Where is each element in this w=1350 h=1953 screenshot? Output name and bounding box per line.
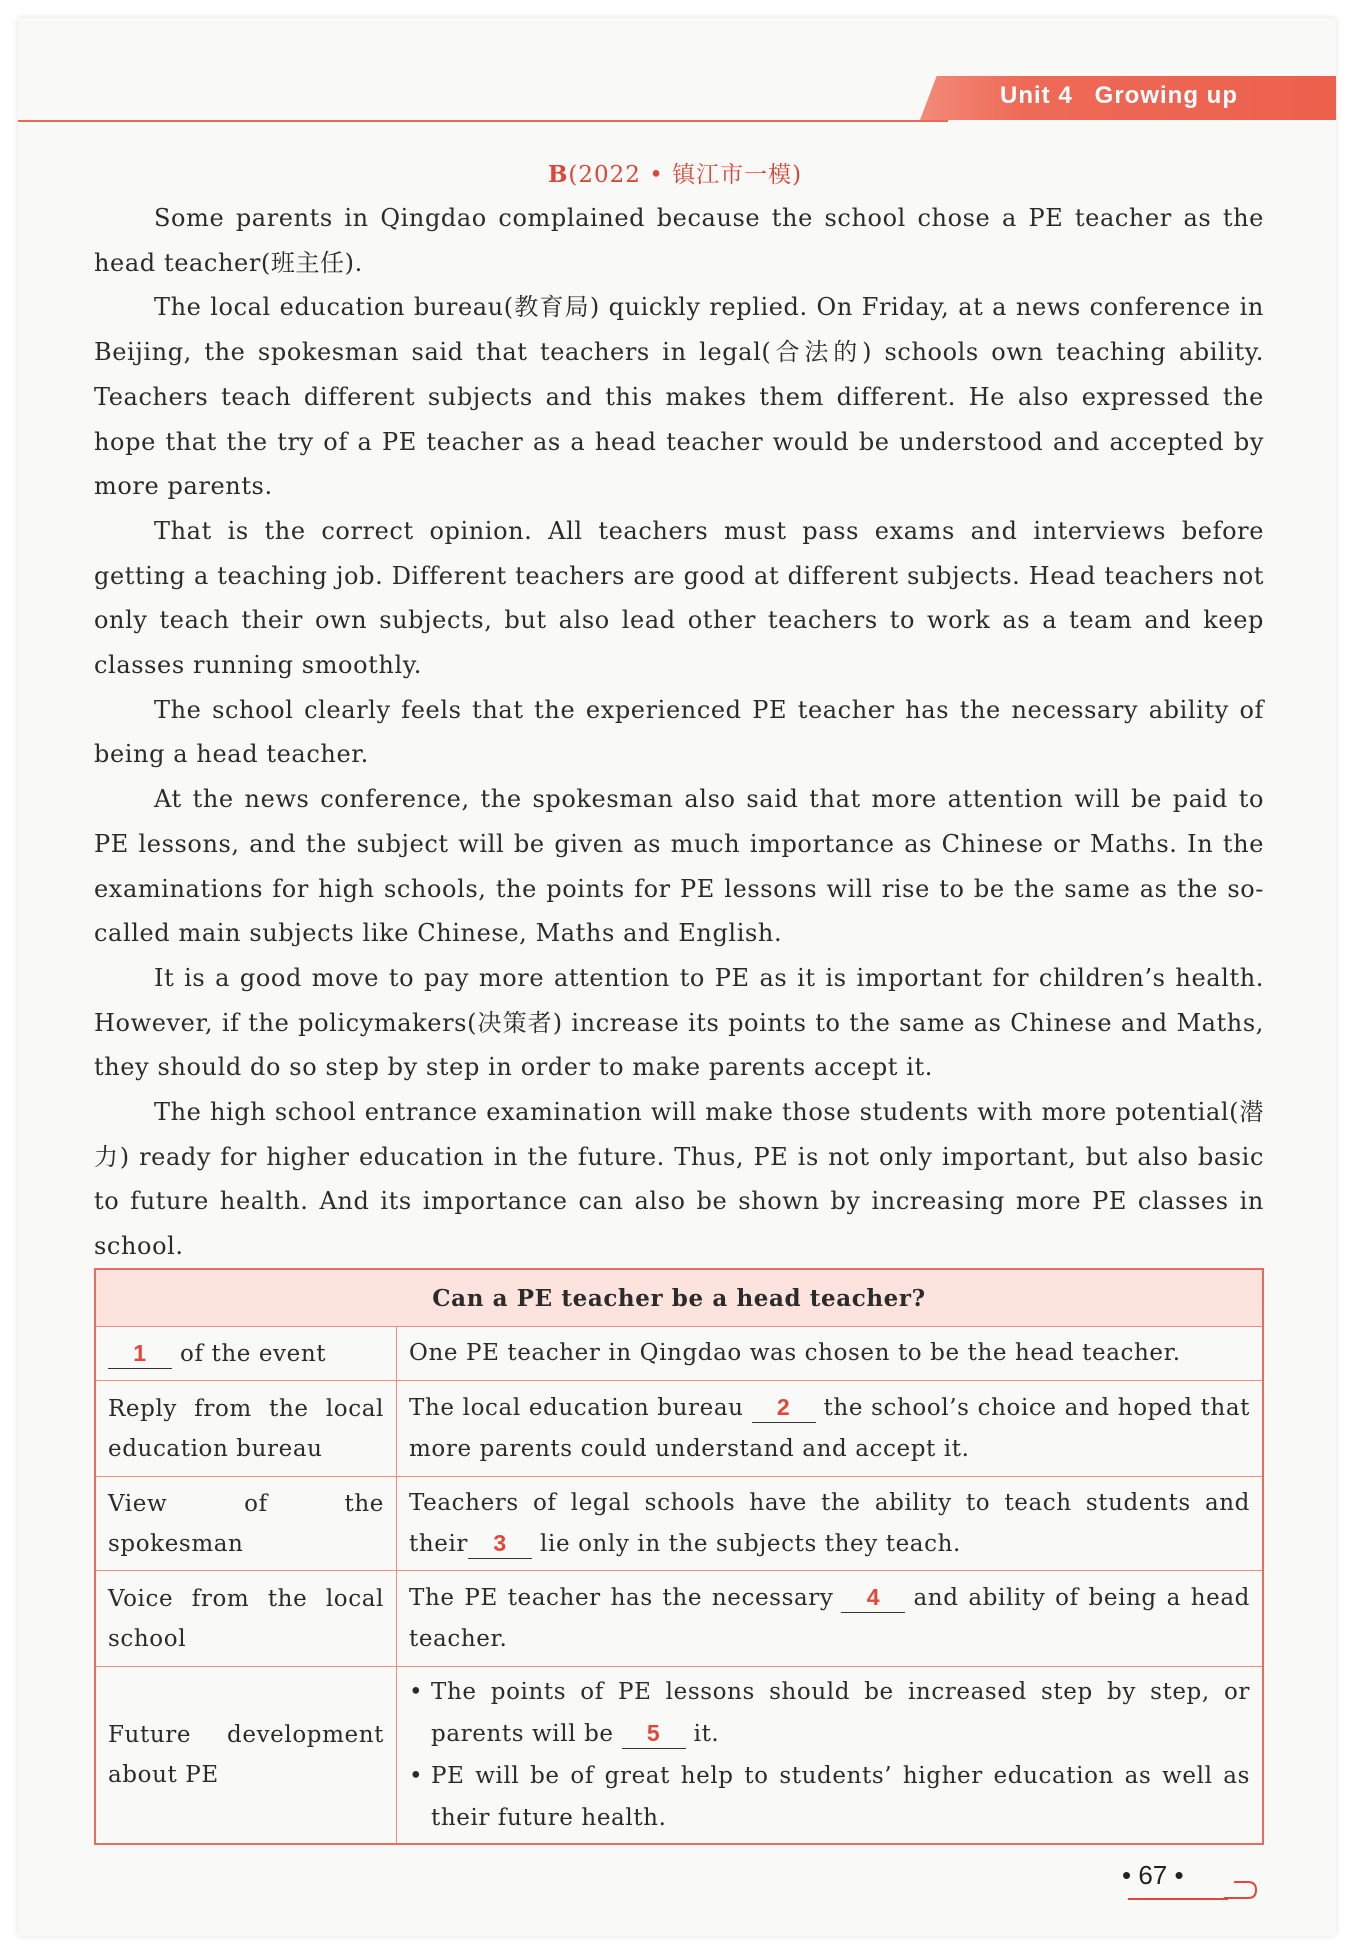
row-content-after: and ability of being a head teacher.: [409, 1584, 1250, 1652]
row-content: [397, 1477, 1264, 1571]
row-label: Reply from the local education bureau: [95, 1381, 397, 1477]
table-title: Can a PE teacher be a head teacher?: [95, 1269, 1263, 1327]
reading-passage: [94, 196, 1264, 1269]
paragraph: It is a good move to pay more attention to PE as it is important for children’s health. However, if the policymakers(决策者) increase its points to the same as Chinese and Maths, they should do so step by step in order to make parents accept it.: [94, 963, 1264, 1082]
table-row: [95, 1571, 1263, 1667]
table-header-row: [95, 1269, 1263, 1327]
row-content-before: The local education bureau: [409, 1394, 744, 1421]
row-content-before: Teachers of legal schools have the ability to teach students and their: [409, 1489, 1250, 1557]
row-content-after: the school’s choice and hoped that more parents could understand and accept it.: [409, 1394, 1250, 1462]
row-content: [397, 1571, 1264, 1667]
bullet-text-after: it.: [693, 1721, 720, 1747]
unit-title: Growing up: [1094, 82, 1238, 109]
table-row: [95, 1477, 1263, 1571]
bullet-text-before: The points of PE lessons should be increased step by step, or parents will be: [431, 1679, 1250, 1747]
blank-1[interactable]: 1: [108, 1338, 172, 1369]
section-source: (2022 • 镇江市一模): [568, 162, 803, 188]
section-letter: B: [547, 161, 569, 188]
bullet-list: [409, 1671, 1250, 1839]
row-content: [397, 1381, 1264, 1477]
paragraph: The high school entrance examination will make those students with more potential(潜力) ready for higher education in the future. Thus, PE is not only important, but also basic to future health. And its importance can also be shown by increasing more PE classes in school.: [94, 1098, 1264, 1261]
page-number: • 67 •: [1122, 1860, 1184, 1890]
header-rule: [18, 120, 948, 122]
row-content: [397, 1667, 1264, 1845]
unit-label: Unit 4: [1000, 82, 1073, 109]
row-label: [95, 1327, 397, 1381]
blank-5[interactable]: 5: [622, 1718, 686, 1749]
row-label: Voice from the local school: [95, 1571, 397, 1667]
unit-header: [1000, 82, 1238, 110]
row-label: View of the spokesman: [95, 1477, 397, 1571]
return-arrow-icon: [1222, 1874, 1258, 1902]
blank-4[interactable]: 4: [841, 1582, 905, 1613]
bullet-item: [431, 1671, 1250, 1755]
table-row: [95, 1667, 1263, 1845]
bullet-item: • PE will be of great help to students’ higher education as well as their future health.: [431, 1755, 1250, 1839]
row-label: Future development about PE: [95, 1667, 397, 1845]
paragraph: The school clearly feels that the experienced PE teacher has the necessary ability of being a head teacher.: [94, 695, 1264, 769]
section-title: [0, 156, 1350, 189]
paragraph: That is the correct opinion. All teachers must pass exams and interviews before getting a teaching job. Different teachers are good at different subjects. Head teachers not only teach their own subjects, but also lead other teachers to work as a team and keep classes running smoothly.: [94, 516, 1264, 680]
blank-2[interactable]: 2: [752, 1392, 816, 1423]
paragraph: The local education bureau(教育局) quickly replied. On Friday, at a news conference in Beijing, the spokesman said that teachers in legal(合法的) schools own teaching ability. Teachers teach different subjects and this makes them different. He also expressed the hope that the try of a PE teacher as a head teacher would be understood and accepted by more parents.: [94, 293, 1264, 501]
blank-3[interactable]: 3: [468, 1528, 532, 1559]
row-content-before: The PE teacher has the necessary: [409, 1584, 834, 1611]
table-row: [95, 1381, 1263, 1477]
row-content: One PE teacher in Qingdao was chosen to be the head teacher.: [397, 1327, 1264, 1381]
row-label-text: of the event: [180, 1340, 327, 1367]
row-content-after: lie only in the subjects they teach.: [540, 1530, 961, 1557]
table-row: [95, 1327, 1263, 1381]
summary-table: [94, 1268, 1264, 1845]
paragraph: At the news conference, the spokesman also said that more attention will be paid to PE lessons, and the subject will be given as much importance as Chinese or Maths. In the examinations for high schools, the points for PE lessons will rise to be the same as the so-called main subjects like Chinese, Maths and English.: [94, 785, 1264, 948]
paragraph: Some parents in Qingdao complained because the school chose a PE teacher as the head teacher(班主任).: [94, 204, 1264, 277]
page-number-underline: [1128, 1898, 1228, 1900]
